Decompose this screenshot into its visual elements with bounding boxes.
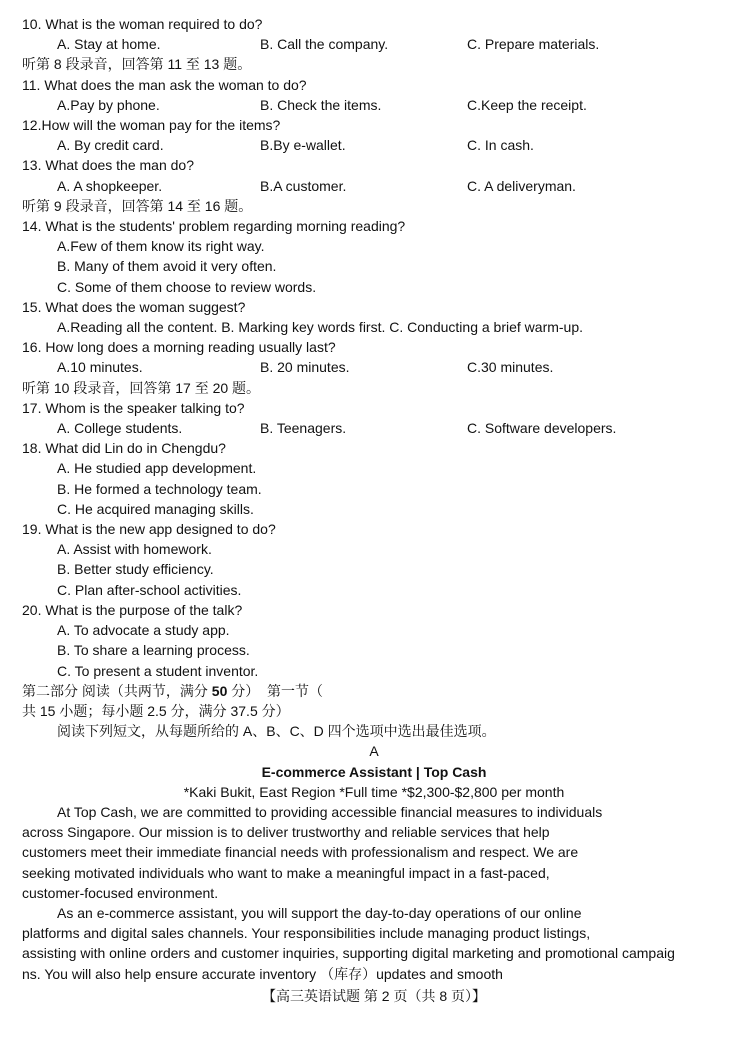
option-a: A.Pay by phone.: [57, 96, 160, 113]
option-line: C. He acquired managing skills.: [57, 500, 254, 517]
option-line: A.Reading all the content. B. Marking key words first. C. Conducting a brief warm-up.: [57, 319, 584, 336]
option-c: C. Software developers.: [467, 420, 617, 437]
options-row: [22, 418, 726, 438]
section-header-continued: 共 15 小题；每小题 2.5 分，满分 37.5 分）: [22, 702, 290, 719]
option-b: B. Check the items.: [260, 96, 382, 113]
passage-title: E-commerce Assistant | Top Cash: [261, 763, 487, 780]
option-line: B. He formed a technology team.: [57, 480, 262, 497]
option-line: B. Many of them avoid it very often.: [57, 258, 277, 275]
option-c: C.30 minutes.: [467, 359, 554, 376]
option-c: C. In cash.: [467, 137, 534, 154]
section-header: [22, 681, 726, 701]
option-a: A. College students.: [57, 420, 183, 437]
question-line: 14. What is the students' problem regarding morning reading?: [22, 218, 406, 235]
option-line: C. To present a student inventor.: [57, 662, 259, 679]
plain-text: 第二部分 阅读（共两节，满分: [22, 682, 212, 699]
question-line: 13. What does the man do?: [22, 157, 194, 174]
question-line: 15. What does the woman suggest?: [22, 298, 246, 315]
option-b: B. Call the company.: [260, 36, 389, 53]
listening-instruction: 听第 8 段录音，回答第 11 至 13 题。: [22, 56, 252, 73]
passage-subtitle: *Kaki Bukit, East Region *Full time *$2,300-$2,800 per month: [183, 783, 565, 800]
page-footer: 【高三英语试题 第 2 页（共 8 页）】: [261, 988, 487, 1004]
option-line: A. To advocate a study app.: [57, 622, 230, 639]
question-line: 20. What is the purpose of the talk?: [22, 601, 243, 618]
option-line: B. To share a learning process.: [57, 642, 250, 659]
listening-instruction: 听第 9 段录音，回答第 14 至 16 题。: [22, 197, 253, 214]
option-a: A. Stay at home.: [57, 36, 161, 53]
option-a: A.10 minutes.: [57, 359, 143, 376]
question-line: 18. What did Lin do in Chengdu?: [22, 440, 226, 457]
question-line: 11. What does the man ask the woman to do?: [22, 76, 307, 93]
options-row: [22, 135, 726, 155]
exam-content: [22, 14, 726, 984]
question-line: 17. Whom is the speaker talking to?: [22, 399, 245, 416]
option-b: B.By e-wallet.: [260, 137, 346, 154]
option-line: C. Some of them choose to review words.: [57, 278, 317, 295]
option-a: A. By credit card.: [57, 137, 164, 154]
question-line: 19. What is the new app designed to do?: [22, 521, 276, 538]
option-a: A. A shopkeeper.: [57, 177, 163, 194]
bold-text: 50: [211, 682, 228, 699]
paragraph-line: ns. You will also help ensure accurate inventory （库存）updates and smooth: [22, 965, 503, 982]
plain-text: 分） 第一节（: [227, 682, 324, 699]
option-c: C. Prepare materials.: [467, 36, 600, 53]
option-b: B. Teenagers.: [260, 420, 347, 437]
paragraph-line: platforms and digital sales channels. Your responsibilities include managing product listings,: [22, 925, 591, 942]
option-b: B. 20 minutes.: [260, 359, 350, 376]
paragraph-line: seeking motivated individuals who want to make a meaningful impact in a fast-paced,: [22, 864, 550, 881]
passage-label: A: [369, 743, 379, 760]
listening-instruction: 听第 10 段录音，回答第 17 至 20 题。: [22, 379, 261, 396]
paragraph-line: At Top Cash, we are committed to providing accessible financial measures to individuals: [57, 803, 603, 820]
options-row: [22, 357, 726, 377]
paragraph-line: customers meet their immediate financial needs with professionalism and respect. We are: [22, 844, 579, 861]
reading-instruction: 阅读下列短文，从每题所给的 A、B、C、D 四个选项中选出最佳选项。: [57, 723, 496, 740]
options-row: [22, 95, 726, 115]
question-line: 12.How will the woman pay for the items?: [22, 117, 281, 134]
paragraph-line: customer-focused environment.: [22, 884, 219, 901]
option-line: B. Better study efficiency.: [57, 561, 214, 578]
paragraph-line: across Singapore. Our mission is to deliver trustworthy and reliable services that help: [22, 824, 550, 841]
option-b: B.A customer.: [260, 177, 347, 194]
option-c: C.Keep the receipt.: [467, 96, 587, 113]
option-line: C. Plan after-school activities.: [57, 581, 242, 598]
paragraph-line: As an e-commerce assistant, you will support the day-to-day operations of our online: [57, 904, 582, 921]
option-c: C. A deliveryman.: [467, 177, 576, 194]
question-line: 10. What is the woman required to do?: [22, 16, 263, 32]
options-row: [22, 34, 726, 54]
option-line: A. Assist with homework.: [57, 541, 212, 558]
option-line: A. He studied app development.: [57, 460, 257, 477]
paragraph-line: assisting with online orders and customer inquiries, supporting digital marketing and promotional campaig: [22, 945, 675, 962]
option-line: A.Few of them know its right way.: [57, 238, 265, 255]
options-row: [22, 176, 726, 196]
question-line: 16. How long does a morning reading usually last?: [22, 339, 336, 356]
